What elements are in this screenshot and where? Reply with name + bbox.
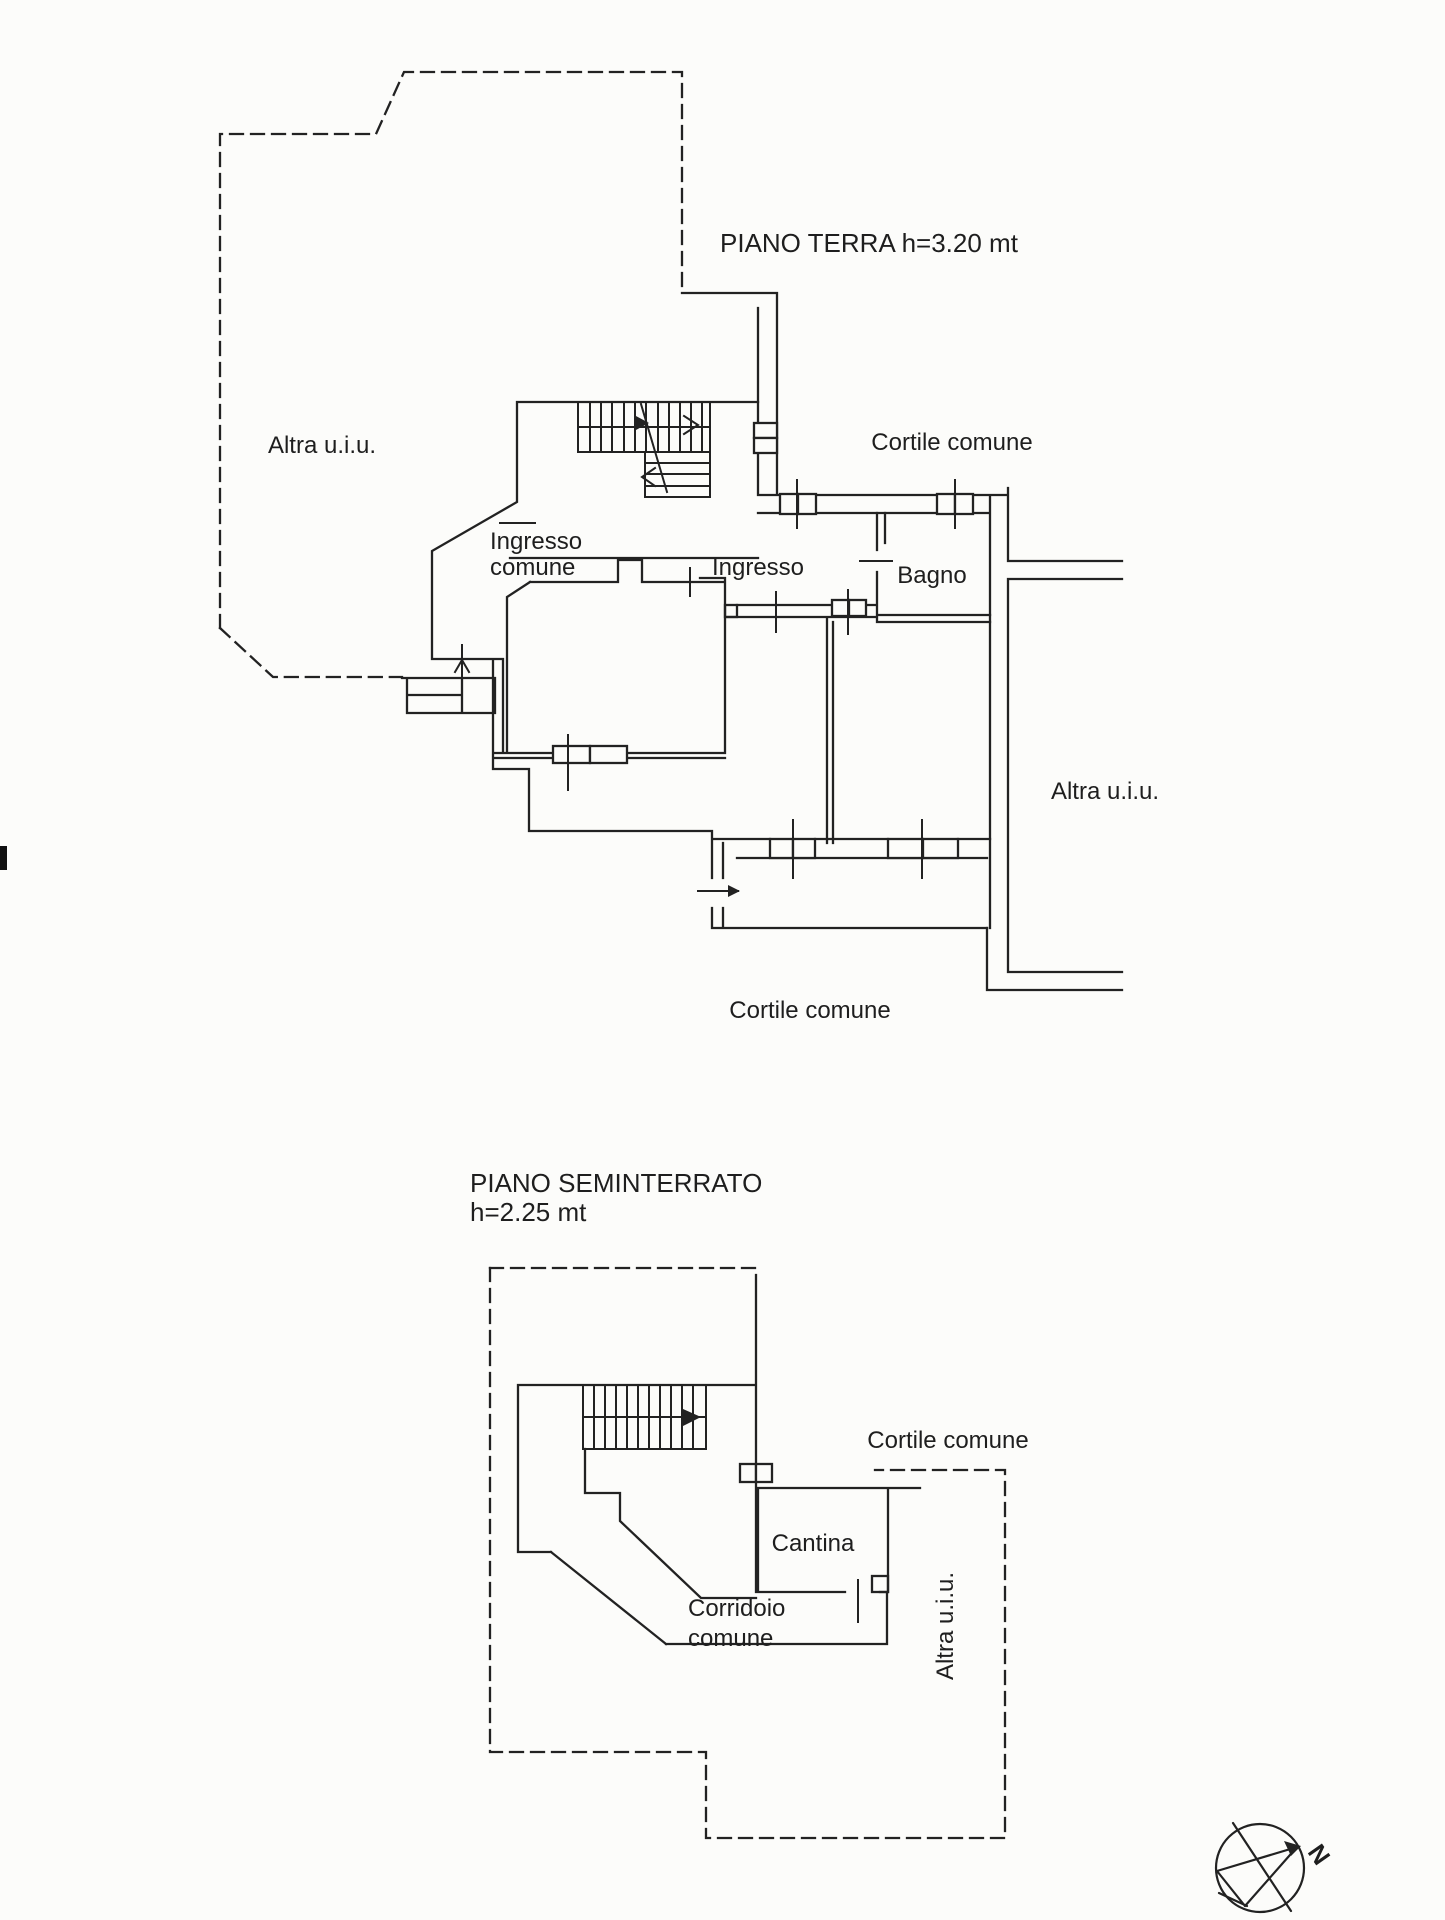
- label-altra-uiu-left: Altra u.i.u.: [267, 432, 377, 459]
- label-ingresso: Ingresso: [711, 554, 805, 581]
- piano-terra-plan: [220, 72, 1159, 1024]
- boundary2-dashed-main: [490, 1268, 1005, 1838]
- label-ingresso-comune-line2: comune: [490, 554, 576, 581]
- wall-notch: [725, 605, 737, 617]
- cantina-door-block: [872, 1576, 888, 1592]
- door-arrow-head: [728, 885, 740, 897]
- boundary-dashed-left: [220, 628, 402, 677]
- label-altra-uiu-right: Altra u.i.u.: [1050, 778, 1160, 805]
- label-piano-seminterrato-title2: h=2.25 mt: [470, 1197, 587, 1227]
- label-cortile-comune-2: Cortile comune: [867, 1427, 1029, 1454]
- window-symbols: [553, 423, 973, 858]
- walls-outer: [682, 293, 1122, 990]
- label-piano-terra-title: PIANO TERRA h=3.20 mt: [720, 228, 1018, 258]
- piano-seminterrato-plan: [470, 1168, 1029, 1838]
- label-corridoio-line1: Corridoio: [688, 1595, 786, 1622]
- compass-needle-arrow: [1284, 1841, 1301, 1856]
- label-altra-uiu-basement: Altra u.i.u.: [932, 1571, 959, 1681]
- compass-rose: [1216, 1823, 1335, 1912]
- label-ingresso-comune-line1: Ingresso: [490, 528, 583, 555]
- label-cortile-comune-bottom: Cortile comune: [729, 997, 891, 1024]
- scan-artifact: [0, 846, 7, 870]
- label-bagno: Bagno: [897, 562, 967, 589]
- staircase-basement: [583, 1385, 706, 1449]
- label-cortile-comune-top: Cortile comune: [871, 429, 1033, 456]
- label-cantina: Cantina: [771, 1530, 855, 1557]
- label-corridoio-line2: comune: [688, 1625, 774, 1652]
- staircase-ground-floor: [578, 402, 710, 497]
- compass-north-label: N: [1301, 1839, 1336, 1871]
- entry-steps: [402, 678, 495, 713]
- label-piano-seminterrato-title1: PIANO SEMINTERRATO: [470, 1168, 763, 1198]
- walls2: [518, 1275, 920, 1644]
- window-symbols-2: [740, 1464, 772, 1482]
- boundary-dashed-top: [220, 72, 682, 628]
